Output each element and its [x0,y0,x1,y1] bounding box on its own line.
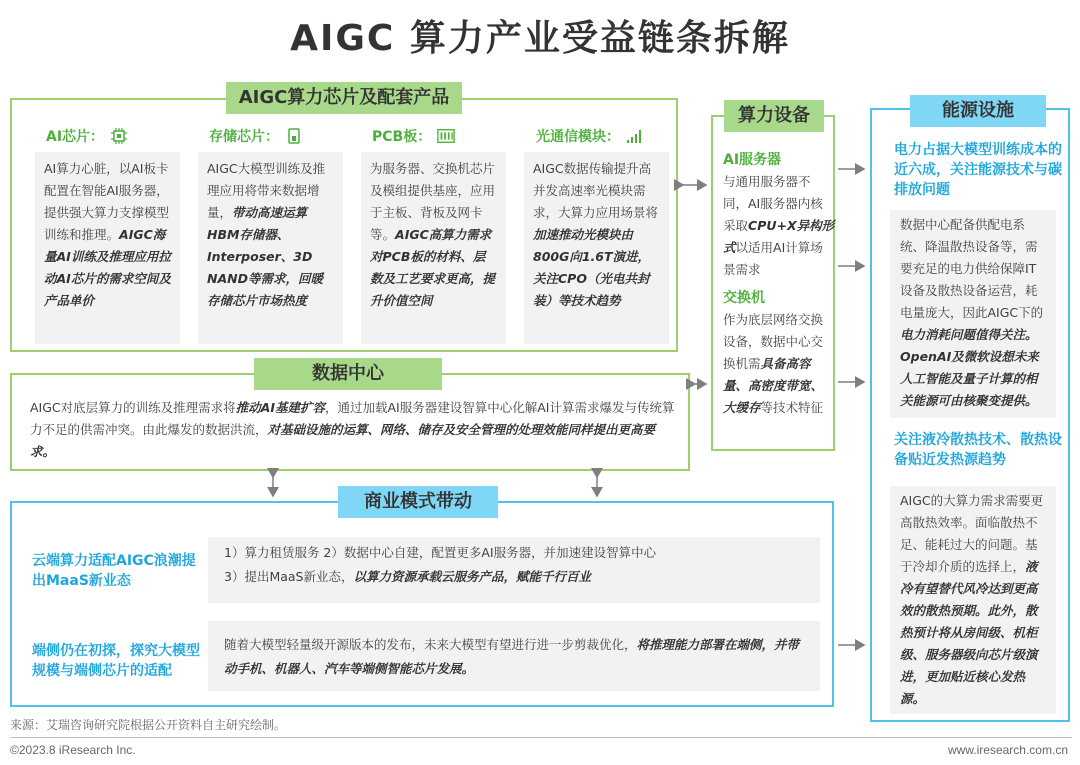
server-heading: AI服务器 [723,152,782,168]
column-card-optical: AIGC数据传输提升高并发高速率光模块需求，大算力应用场景将加速推动光模块由800G向1.6T演进，关注CPO（光电共封装）等技术趋势 [524,152,669,344]
business-card-1: 1）算力租赁服务 2）数据中心自建，配置更多AI服务器，并加速建设智算中心 3）提出MaaS新业态，以算力资源承载云服务产品，赋能千行百业 [208,537,820,603]
business-label: 商业模式带动 [338,486,498,518]
energy-heading-2: 关注液冷散热技术、散热设备贴近发热源趋势 [894,432,1062,468]
page-title: AIGC 算力产业受益链条拆解 [290,18,790,59]
business-left-2: 端侧仍在初探，探究大模型规模与端侧芯片的适配 [32,643,200,679]
energy-card-1: 数据中心配备供配电系统、降温散热设备等，需要充足的电力供给保障IT设备及散热设备运营，耗电量庞大，因此AIGC下的电力消耗问题值得关注。OpenAI及微软设想未来人工智能及量子计算的相关能源可由核聚变提供。 [890,210,1056,418]
business-card-2: 随着大模型轻量级开源版本的发布，未来大模型有望进行进一步剪裁优化，将推理能力部署在端侧，并带动手机、机器人、汽车等端侧智能芯片发展。 [208,621,820,691]
business-left-1: 云端算力适配AIGC浪潮提出MaaS新业态 [32,553,196,589]
column-title: AI芯片： [46,129,105,145]
equipment-label: 算力设备 [724,100,824,132]
column-title: PCB板： [372,129,432,145]
energy-card-2: AIGC的大算力需求需要更高散热效率。面临散热不足、能耗过大的问题。基于冷却介质的选择上，液冷有望替代风冷达到更高效的散热预期。此外，散热预计将从房间级、机柜级、服务器级向芯片级演进，更加贴近核心发热源。 [890,486,1056,714]
copyright: ©2023.8 iResearch Inc. [10,743,136,757]
website-link[interactable]: www.iresearch.com.cn [947,743,1068,757]
data-center-text: AIGC对底层算力的训练及推理需求将推动AI基建扩容，通过加载AI服务器建设智算中心化解AI计算需求爆发与传统算力不足的供需冲突。由此爆发的数据洪流，对基础设施的运算、网络、储存及安全管理的处理效能同样提出更高要求。 [30,400,675,459]
energy-heading-1: 电力占据大模型训练成本的近六成，关注能源技术与碳排放问题 [894,142,1062,198]
data-center-label: 数据中心 [254,358,442,390]
column-title: 光通信模块： [536,129,620,145]
column-card-ai-chip: AI算力心脏，以AI板卡配置在智能AI服务器，提供强大算力支撑模型训练和推理。AIGC海量AI训练及推理应用拉动AI芯片的需求空间及产品单价 [35,152,180,344]
column-title: 存储芯片： [209,129,279,145]
chip-panel-label: AIGC算力芯片及配套产品 [226,82,462,114]
switch-heading: 交换机 [723,290,765,306]
column-card-memory: AIGC大模型训练及推理应用将带来数据增量，带动高速运算HBM存储器、Interposer、3D NAND等需求，回暖存储芯片市场热度 [198,152,343,344]
energy-label: 能源设施 [910,95,1046,127]
switch-text: 作为底层网络交换设备，数据中心交换机需具备高容量、高密度带宽、大缓存等技术特征 [723,312,824,415]
server-text: 与通用服务器不同，AI服务器内核采取CPU+X异构形式以适用AI计算场景需求 [723,174,835,277]
source-note: 来源：艾瑞咨询研究院根据公开资料自主研究绘制。 [10,718,287,732]
footer-divider [10,737,1072,738]
column-card-pcb: 为服务器、交换机芯片及模组提供基座，应用于主板、背板及网卡等。AIGC高算力需求对PCB板的材料、层数及工艺要求更高，提升价值空间 [361,152,506,344]
